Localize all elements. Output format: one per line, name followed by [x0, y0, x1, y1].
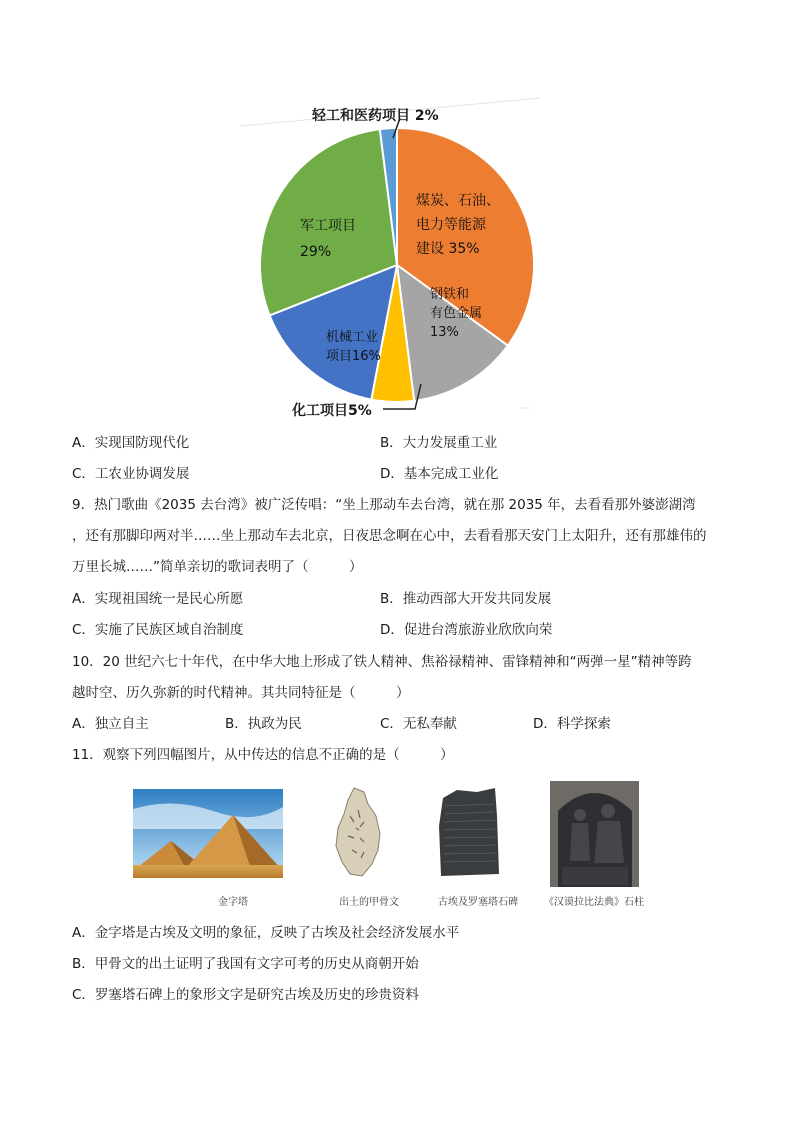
q11-option-c: C．罗塞塔石碑上的象形文字是研究古埃及历史的珍贵资料 [72, 987, 419, 1003]
slice-label-line: 钢铁和 [430, 287, 470, 302]
q8-option-c: C．工农业协调发展 [72, 466, 190, 482]
q8-option-d: D．基本完成工业化 [380, 466, 499, 482]
slice-label-line: 军工项目 [300, 218, 356, 234]
q8-option-b: B．大力发展重工业 [380, 435, 498, 451]
slice-label-line: 13% [430, 325, 459, 340]
q9-option-b: B．推动西部大开发共同发展 [380, 591, 552, 607]
caption-oracle-bone: 出土的甲骨文 [339, 897, 399, 908]
q10-option-c: C．无私奉献 [380, 716, 457, 732]
q10-stem-line-2: 越时空、历久弥新的时代精神。其共同特征是（ ） [72, 685, 410, 701]
caption-pyramids: 金字塔 [218, 897, 248, 908]
pie-chart [230, 90, 560, 430]
slice-label-light-medicine: 轻工和医药项目 2% [312, 108, 439, 124]
caption-hammurabi: 《汉谟拉比法典》石柱 [544, 897, 644, 908]
q9-stem-line-2: ，还有那脚印两对半……坐上那动车去北京，日夜思念啊在心中，去看看那天安门上太阳升，还有那雄伟的 [72, 528, 707, 544]
slice-label-line: 29% [300, 244, 332, 260]
rosetta-stone-image [437, 786, 501, 878]
q10-stem-line-1: 10．20 世纪六七十年代，在中华大地上形成了铁人精神、焦裕禄精神、雷锋精神和“两弹一星”精神等跨 [72, 654, 692, 670]
slice-label-line: 电力等能源 [416, 217, 486, 233]
q10-option-d: D．科学探索 [533, 716, 611, 732]
caption-rosetta-stone: 古埃及罗塞塔石碑 [438, 897, 518, 908]
q11-option-b: B．甲骨文的出土证明了我国有文字可考的历史从商朝开始 [72, 956, 419, 972]
q9-stem-line-1: 9．热门歌曲《2035 去台湾》被广泛传唱：“坐上那动车去台湾，就在那 2035 年，去看看那外婆澎湖湾 [72, 497, 696, 513]
q8-option-a: A．实现国防现代化 [72, 435, 190, 451]
q9-option-a: A．实现祖国统一是民心所愿 [72, 591, 244, 607]
q9-option-d: D．促进台湾旅游业欣欣向荣 [380, 622, 553, 638]
oracle-bone-image [330, 786, 386, 878]
slice-label-line: 机械工业 [326, 330, 379, 345]
q11-stem: 11．观察下列四幅图片，从中传达的信息不正确的是（ ） [72, 747, 454, 763]
pyramids-image [133, 789, 283, 878]
slice-label-line: 建设 35% [416, 241, 480, 257]
q9-stem-line-3: 万里长城……”简单亲切的歌词表明了（ ） [72, 559, 363, 575]
slice-label-line: 有色金属 [430, 306, 483, 321]
slice-label-chemical: 化工项目5% [292, 403, 372, 419]
q9-option-c: C．实施了民族区域自治制度 [72, 622, 244, 638]
q10-option-a: A．独立自主 [72, 716, 149, 732]
q11-option-a: A．金字塔是古埃及文明的象征，反映了古埃及社会经济发展水平 [72, 925, 460, 941]
slice-label-line: 项目16% [326, 349, 381, 364]
slice-label-line: 煤炭、石油、 [416, 193, 500, 209]
hammurabi-stele-image [550, 781, 639, 887]
q10-option-b: B．执政为民 [225, 716, 302, 732]
